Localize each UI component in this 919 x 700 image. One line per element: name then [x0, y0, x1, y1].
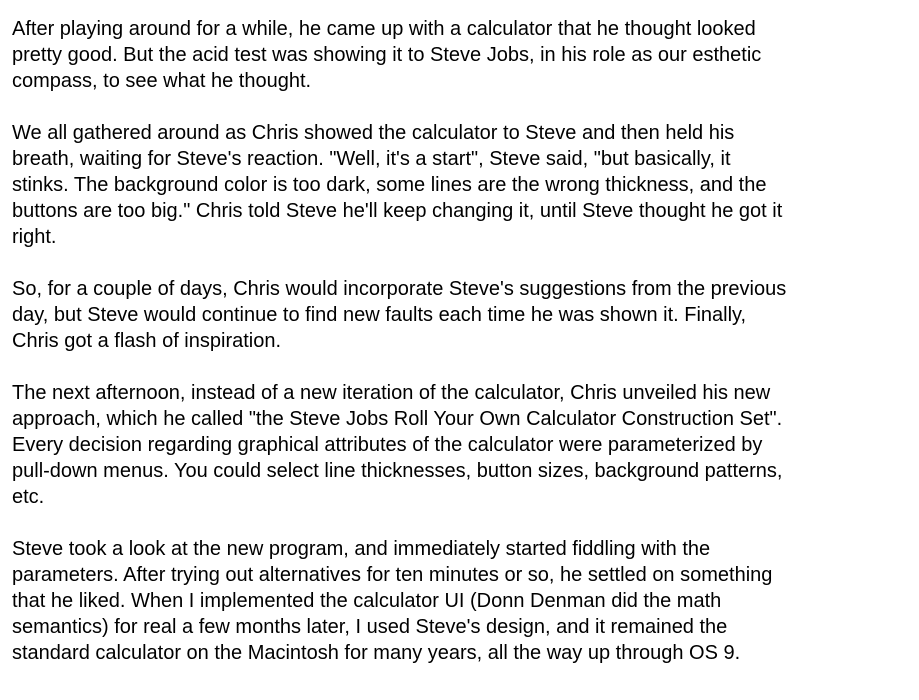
paragraph-5	[12, 536, 912, 666]
paragraph-3	[12, 276, 912, 354]
text-line: right.	[12, 226, 57, 248]
text-line: Chris got a flash of inspiration.	[12, 330, 282, 352]
text-line: stinks. The background color is too dark, some lines are the wrong thickness, and the	[12, 174, 767, 196]
paragraph-1	[12, 16, 912, 94]
text-line: So, for a couple of days, Chris would incorporate Steve's suggestions from the previous	[12, 278, 787, 300]
text-line: compass, to see what he thought.	[12, 70, 312, 92]
text-line: pretty good. But the acid test was showing it to Steve Jobs, in his role as our esthetic	[12, 44, 762, 66]
text-line: etc.	[12, 486, 45, 508]
text-line: We all gathered around as Chris showed the calculator to Steve and then held his	[12, 122, 735, 144]
paragraph-2	[12, 120, 912, 250]
text-line: The next afternoon, instead of a new iteration of the calculator, Chris unveiled his new	[12, 382, 771, 404]
text-line: Every decision regarding graphical attributes of the calculator were parameterized by	[12, 434, 763, 456]
paragraph-4	[12, 380, 912, 510]
text-line: pull-down menus. You could select line thicknesses, button sizes, background patterns,	[12, 460, 783, 482]
text-line: After playing around for a while, he came up with a calculator that he thought looked	[12, 18, 756, 40]
text-line: semantics) for real a few months later, I used Steve's design, and it remained the	[12, 616, 728, 638]
text-line: parameters. After trying out alternatives for ten minutes or so, he settled on something	[12, 564, 773, 586]
text-line: that he liked. When I implemented the calculator UI (Donn Denman did the math	[12, 590, 722, 612]
text-line: day, but Steve would continue to find new faults each time he was shown it. Finally,	[12, 304, 747, 326]
text-line: breath, waiting for Steve's reaction. "Well, it's a start", Steve said, "but basically, it	[12, 148, 731, 170]
text-line: buttons are too big." Chris told Steve he'll keep changing it, until Steve thought he got it	[12, 200, 783, 222]
text-line: standard calculator on the Macintosh for many years, all the way up through OS 9.	[12, 642, 741, 664]
text-line: Steve took a look at the new program, and immediately started fiddling with the	[12, 538, 711, 560]
text-line: approach, which he called "the Steve Jobs Roll Your Own Calculator Construction Set".	[12, 408, 783, 430]
